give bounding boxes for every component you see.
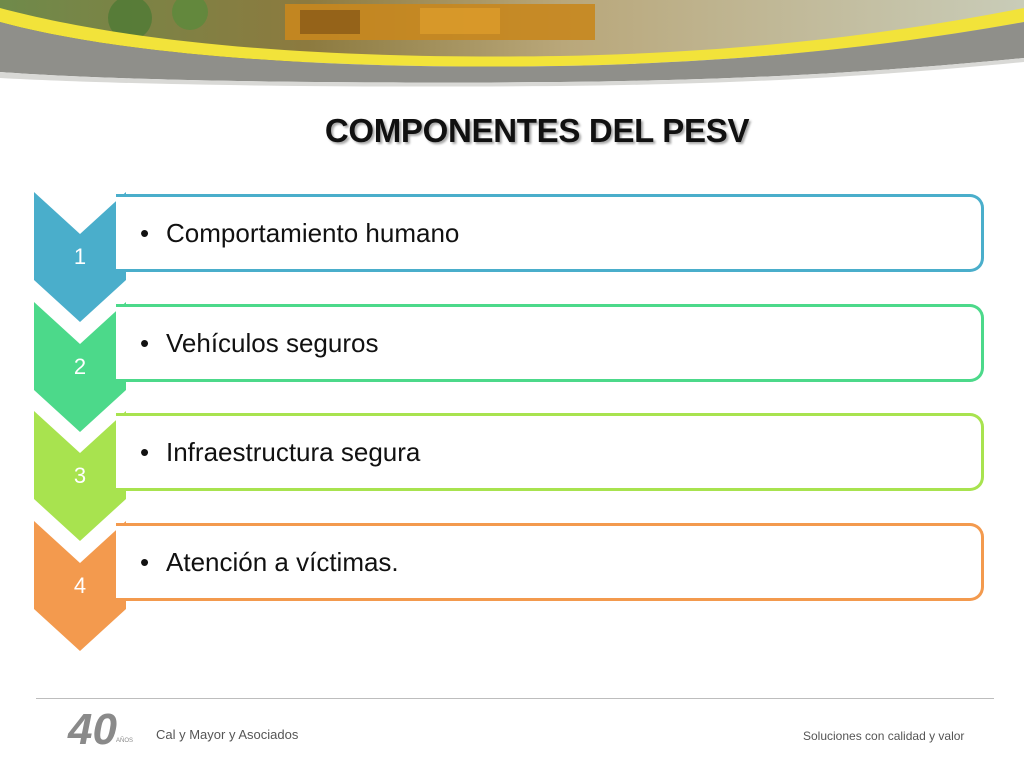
logo-number: 40 xyxy=(68,705,117,750)
header-banner-graphic xyxy=(0,0,1024,90)
step-label: Atención a víctimas. xyxy=(166,547,399,577)
bullet-icon: • xyxy=(140,547,150,577)
bullet-icon: • xyxy=(140,437,150,467)
bullet-icon: • xyxy=(140,328,150,358)
step-text xyxy=(140,547,399,578)
step-number: 4 xyxy=(73,573,87,598)
logo-caption: AÑOS xyxy=(116,738,134,744)
header-banner xyxy=(0,0,1024,90)
company-slogan: Soluciones con calidad y valor xyxy=(803,729,965,743)
step-text xyxy=(140,328,378,359)
footer-divider xyxy=(36,698,994,699)
step-number: 3 xyxy=(73,463,87,488)
step-label: Comportamiento humano xyxy=(166,218,460,248)
step-text xyxy=(140,218,459,249)
step-text xyxy=(140,437,420,468)
company-logo xyxy=(66,702,152,755)
company-name: Cal y Mayor y Asociados xyxy=(156,727,299,742)
slide-title: COMPONENTES DEL PESV xyxy=(324,112,750,149)
step-number: 2 xyxy=(73,354,87,379)
step-number: 1 xyxy=(73,244,87,269)
step-label: Vehículos seguros xyxy=(166,328,379,358)
step-label: Infraestructura segura xyxy=(166,437,421,467)
logo-40-icon xyxy=(66,702,152,750)
bullet-icon: • xyxy=(140,218,150,248)
step-4 xyxy=(0,521,1024,671)
